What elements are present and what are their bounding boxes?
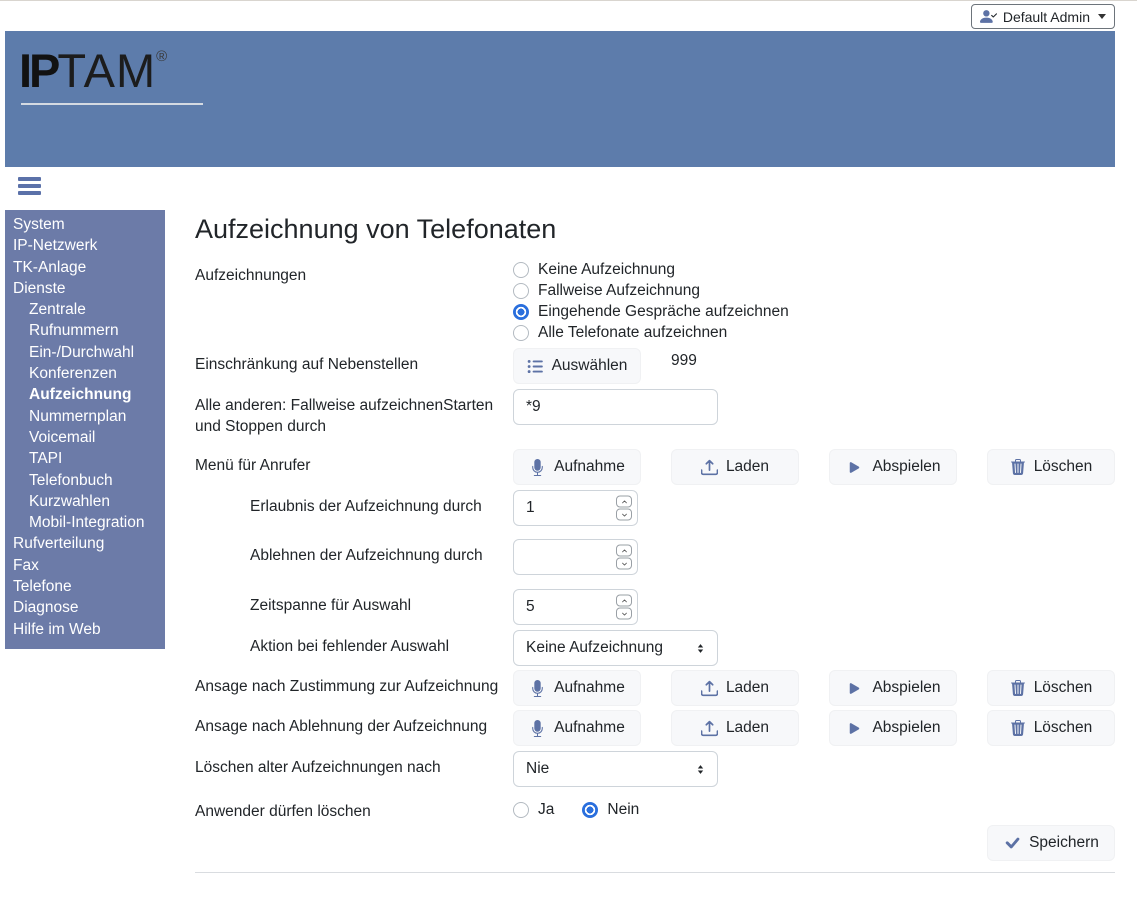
nebenstellen-value: 999	[671, 352, 697, 369]
radio-keine-aufzeichnung[interactable]	[513, 259, 789, 280]
spinner	[616, 545, 632, 570]
fallweise-code-input[interactable]	[513, 389, 718, 425]
hamburger-menu-icon[interactable]	[18, 177, 41, 195]
sidebar-item-ein-durchwahl[interactable]: Ein-/Durchwahl	[29, 343, 135, 361]
sidebar-item-mobil-integration[interactable]: Mobil-Integration	[29, 514, 145, 532]
logo-underline	[21, 103, 203, 105]
spinner-up-button[interactable]	[616, 496, 632, 508]
user-menu-label: Default Admin	[1002, 8, 1090, 25]
button-label: Laden	[725, 679, 770, 696]
sidebar-item-konferenzen[interactable]: Konferenzen	[29, 365, 117, 383]
play-icon	[845, 458, 864, 477]
button-label: Laden	[725, 458, 770, 475]
row-ablehnen	[195, 539, 1115, 575]
ablehnen-label: Ablehnen der Aufzeichnung durch	[250, 547, 483, 564]
spinner-down-button[interactable]	[616, 509, 632, 521]
microphone-icon	[529, 459, 546, 476]
aktion-select[interactable]	[513, 630, 718, 666]
logo-registered-mark: ®	[156, 48, 168, 65]
radio-nein[interactable]	[582, 799, 639, 820]
upload-icon	[701, 459, 718, 476]
button-label: Laden	[725, 719, 770, 736]
trash-icon	[1010, 459, 1026, 475]
sidebar-item-diagnose[interactable]: Diagnose	[13, 599, 79, 617]
radio-circle[interactable]	[513, 283, 529, 299]
banner	[5, 31, 1115, 167]
menue-anrufer-label: Menü für Anrufer	[195, 457, 311, 474]
top-bar	[0, 1, 1137, 31]
button-label: Löschen	[1033, 679, 1093, 696]
row-nebenstellen	[195, 348, 1115, 384]
upload-icon	[701, 680, 718, 697]
sidebar-item-zentrale[interactable]: Zentrale	[29, 301, 86, 319]
radio-circle-checked[interactable]	[513, 304, 529, 320]
page-title: Aufzeichnung von Telefonaten	[195, 214, 557, 244]
sidebar-item-rufverteilung[interactable]: Rufverteilung	[13, 535, 105, 553]
row-erlaubnis	[195, 490, 1115, 526]
caret-down-icon	[1098, 14, 1106, 19]
sidebar-item-nummernplan[interactable]: Nummernplan	[29, 407, 127, 425]
save-button-label: Speichern	[1029, 834, 1099, 851]
row-zustimmung	[195, 670, 1115, 706]
radio-label: Nein	[607, 800, 640, 818]
fallweise-label: Alle anderen: Fallweise aufzeichnenStarten und Stoppen durch	[195, 397, 494, 435]
trash-icon	[1010, 720, 1026, 736]
radio-circle[interactable]	[513, 325, 529, 341]
sidebar	[5, 210, 165, 649]
loeschen-nach-label: Löschen alter Aufzeichnungen nach	[195, 759, 441, 776]
sidebar-item-ip-netzwerk[interactable]: IP-Netzwerk	[13, 237, 98, 255]
row-menue-anrufer	[195, 449, 1115, 485]
updown-icon	[694, 763, 707, 776]
bottom-divider	[195, 872, 1115, 873]
zustimmung-loeschen-button[interactable]	[987, 670, 1115, 706]
check-icon	[1003, 834, 1021, 852]
main-content	[165, 210, 1115, 873]
aufzeichnungen-label: Aufzeichnungen	[195, 267, 307, 284]
radio-eingehende-gespraeche[interactable]	[513, 301, 789, 322]
button-label: Aufnahme	[554, 679, 625, 696]
spinner-up-button[interactable]	[616, 595, 632, 607]
auswaehlen-button-label: Auswählen	[551, 357, 628, 374]
radio-label: Keine Aufzeichnung	[538, 260, 676, 278]
menue-laden-button[interactable]	[671, 449, 799, 485]
sidebar-item-dienste[interactable]: Dienste	[13, 279, 66, 297]
auswaehlen-button[interactable]	[513, 348, 641, 384]
sidebar-item-kurzwahlen[interactable]: Kurzwahlen	[29, 492, 110, 510]
sidebar-item-tapi[interactable]: TAPI	[29, 450, 63, 468]
radio-label: Eingehende Gespräche aufzeichnen	[538, 302, 789, 320]
radio-circle-checked[interactable]	[582, 802, 598, 818]
row-zeitspanne	[195, 589, 1115, 625]
ablehnung-aufnahme-button[interactable]	[513, 710, 641, 746]
menue-abspielen-button[interactable]	[829, 449, 957, 485]
radio-fallweise-aufzeichnung[interactable]	[513, 280, 789, 301]
row-ablehnung	[195, 710, 1115, 746]
row-loeschen-nach	[195, 751, 1115, 787]
person-check-icon	[980, 8, 997, 25]
button-label: Abspielen	[872, 458, 941, 475]
erlaubnis-label: Erlaubnis der Aufzeichnung durch	[250, 498, 482, 515]
radio-label: Fallweise Aufzeichnung	[538, 281, 700, 299]
trash-icon	[1010, 680, 1026, 696]
loeschen-nach-select-value: Nie	[526, 760, 550, 777]
radio-alle-telefonate[interactable]	[513, 322, 789, 343]
anwender-label: Anwender dürfen löschen	[195, 803, 371, 820]
zustimmung-laden-button[interactable]	[671, 670, 799, 706]
sidebar-item-aufzeichnung[interactable]: Aufzeichnung	[29, 386, 132, 404]
logo-text-ip: IP	[19, 44, 58, 97]
play-icon	[845, 719, 864, 738]
ablehnung-label: Ansage nach Ablehnung der Aufzeichnung	[195, 718, 488, 735]
radio-circle[interactable]	[513, 802, 529, 818]
button-label: Abspielen	[872, 719, 941, 736]
zeitspanne-label: Zeitspanne für Auswahl	[250, 597, 412, 614]
sidebar-item-rufnummern[interactable]: Rufnummern	[29, 322, 119, 340]
row-aktion	[195, 630, 1115, 666]
save-row	[195, 825, 1115, 861]
row-anwender	[195, 795, 1115, 822]
updown-icon	[694, 642, 707, 655]
upload-icon	[701, 720, 718, 737]
spinner	[616, 496, 632, 521]
radio-label: Ja	[538, 800, 555, 818]
zustimmung-abspielen-button[interactable]	[829, 670, 957, 706]
zustimmung-label: Ansage nach Zustimmung zur Aufzeichnung	[195, 678, 499, 695]
play-icon	[845, 679, 864, 698]
button-label: Aufnahme	[554, 458, 625, 475]
spinner	[616, 595, 632, 620]
sidebar-item-system[interactable]: System	[13, 216, 65, 233]
sidebar-item-hilfe-im-web[interactable]: Hilfe im Web	[13, 620, 101, 638]
list-icon	[527, 358, 544, 375]
aufzeichnungen-radio-group	[513, 259, 789, 343]
radio-label: Alle Telefonate aufzeichnen	[538, 323, 728, 341]
loeschen-nach-select[interactable]	[513, 751, 718, 787]
radio-ja[interactable]	[513, 799, 554, 820]
menue-loeschen-button[interactable]	[987, 449, 1115, 485]
button-label: Löschen	[1033, 458, 1093, 475]
microphone-icon	[529, 680, 546, 697]
iptam-logo	[19, 44, 168, 97]
microphone-icon	[529, 720, 546, 737]
aktion-label: Aktion bei fehlender Auswahl	[250, 638, 450, 655]
sidebar-item-voicemail[interactable]: Voicemail	[29, 428, 96, 446]
anwender-radio-group	[513, 795, 639, 820]
sidebar-item-fax[interactable]: Fax	[13, 556, 39, 574]
sidebar-item-tk-anlage[interactable]: TK-Anlage	[13, 258, 87, 276]
radio-circle[interactable]	[513, 262, 529, 278]
button-label: Aufnahme	[554, 719, 625, 736]
button-label: Abspielen	[872, 679, 941, 696]
nebenstellen-label: Einschränkung auf Nebenstellen	[195, 356, 419, 373]
ablehnung-laden-button[interactable]	[671, 710, 799, 746]
menue-aufnahme-button[interactable]	[513, 449, 641, 485]
save-button[interactable]	[987, 825, 1115, 861]
logo-text-tam: TAM	[57, 44, 157, 97]
spinner-down-button[interactable]	[616, 608, 632, 620]
ablehnung-loeschen-button[interactable]	[987, 710, 1115, 746]
spinner-up-button[interactable]	[616, 545, 632, 557]
row-fallweise	[195, 389, 1115, 437]
button-label: Löschen	[1033, 719, 1093, 736]
spinner-down-button[interactable]	[616, 558, 632, 570]
sidebar-item-telefonbuch[interactable]: Telefonbuch	[29, 471, 113, 489]
zustimmung-aufnahme-button[interactable]	[513, 670, 641, 706]
aktion-select-value: Keine Aufzeichnung	[526, 639, 664, 656]
row-aufzeichnungen	[195, 259, 1115, 343]
user-menu-button[interactable]	[971, 4, 1115, 29]
sidebar-item-telefone[interactable]: Telefone	[13, 578, 72, 596]
ablehnung-abspielen-button[interactable]	[829, 710, 957, 746]
